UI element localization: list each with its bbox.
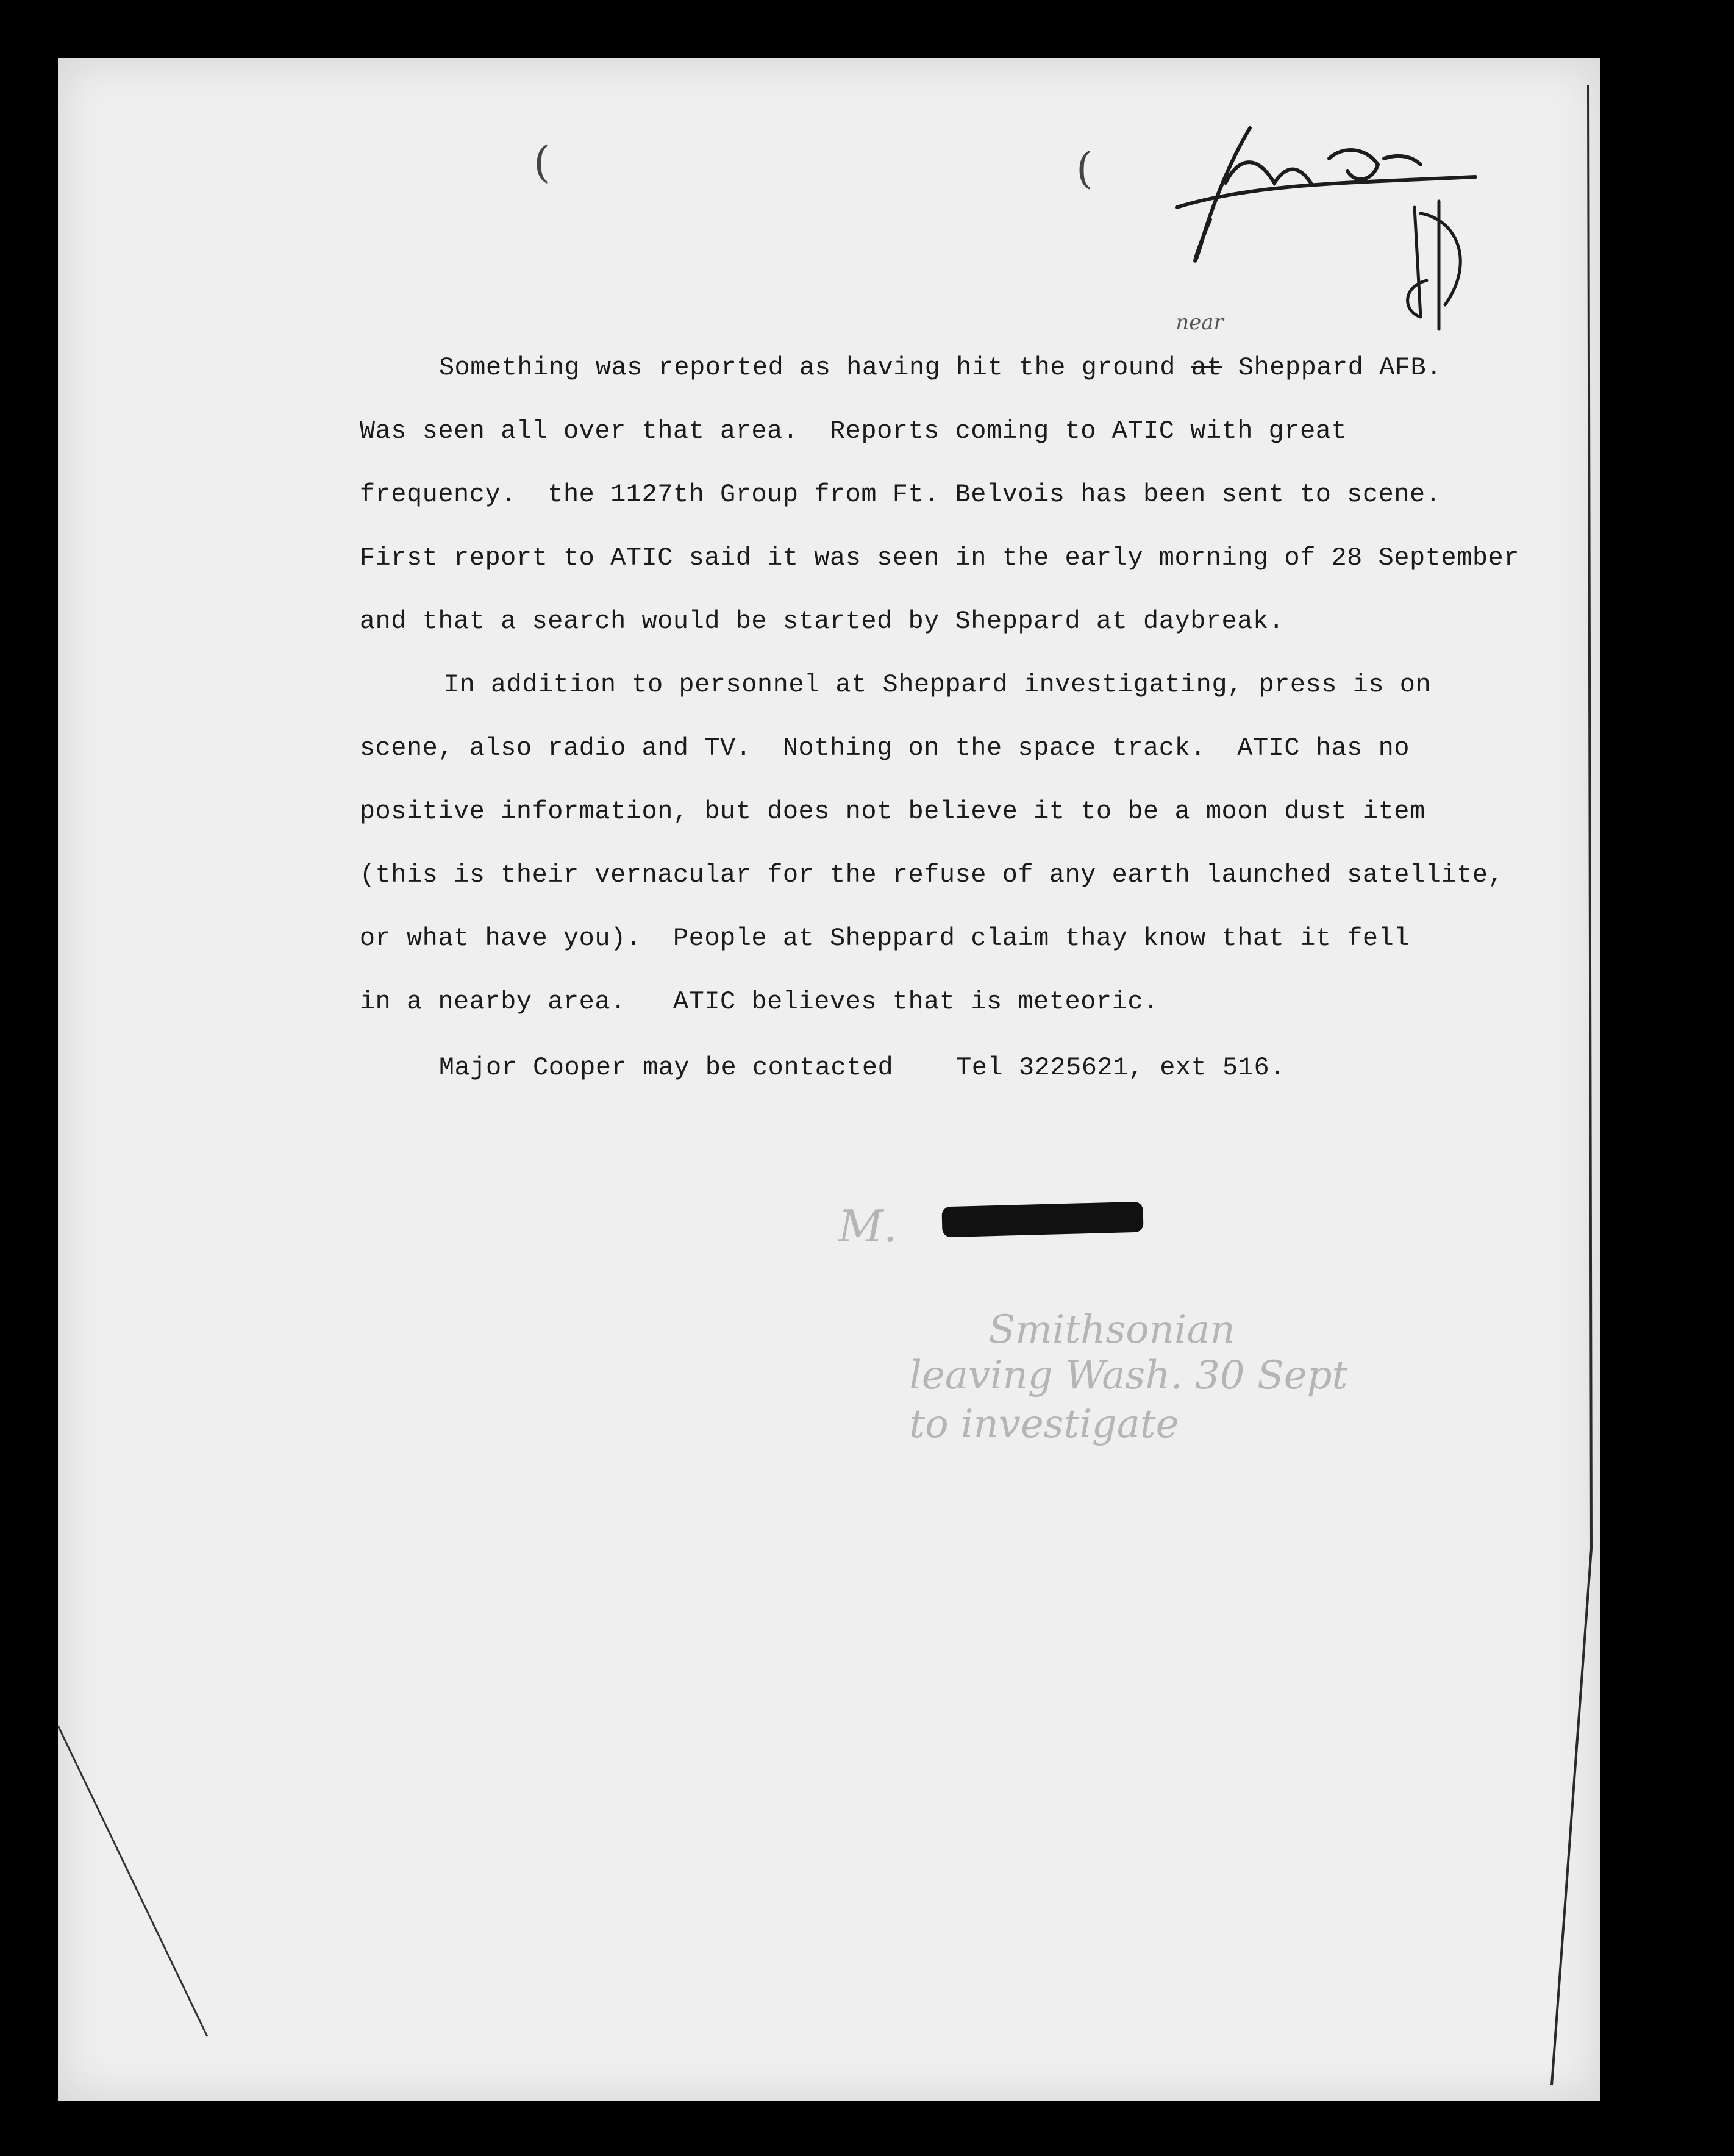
pencil-note-line1: Smithsonian [988, 1307, 1235, 1352]
file-notation [1226, 131, 1442, 259]
struck-word: at [1191, 353, 1223, 382]
para2-line5: or what have you). People at Sheppard claim thay know that it fell [359, 924, 1410, 953]
paren-mark-1: ( [533, 137, 551, 187]
para1-line2: Was seen all over that area. Reports coming to ATIC with great [359, 416, 1347, 446]
para1-line5: and that a search would be started by Sheppard at daybreak. [359, 607, 1285, 636]
para2-line4: (this is their vernacular for the refuse of any earth launched satellite, [359, 860, 1504, 890]
paren-mark-2: ( [1076, 143, 1093, 193]
para2-line6: in a nearby area. ATIC believes that is meteoric. [359, 987, 1159, 1016]
para1-line1: Something was reported as having hit the ground at Sheppard AFB. [438, 353, 1442, 382]
pencil-note-line2: leaving Wash. 30 Sept [909, 1353, 1348, 1398]
pencil-signature-prefix: M. [838, 1201, 897, 1252]
para1-line3: frequency. the 1127th Group from Ft. Belvois has been sent to scene. [359, 480, 1441, 509]
contact-line: Major Cooper may be contacted Tel 3225621, ext 516. [438, 1053, 1285, 1082]
para2-line1: In addition to personnel at Sheppard investigating, press is on [443, 670, 1432, 699]
para1-line4: First report to ATIC said it was seen in the early morning of 28 September [359, 543, 1519, 573]
redaction-bar [941, 1202, 1143, 1238]
pencil-note-line3: to investigate [909, 1402, 1179, 1447]
para2-line2: scene, also radio and TV. Nothing on the space track. ATIC has no [359, 734, 1410, 763]
insert-near-annotation: near [1176, 310, 1224, 335]
para2-line3: positive information, but does not believe it to be a moon dust item [359, 797, 1425, 826]
